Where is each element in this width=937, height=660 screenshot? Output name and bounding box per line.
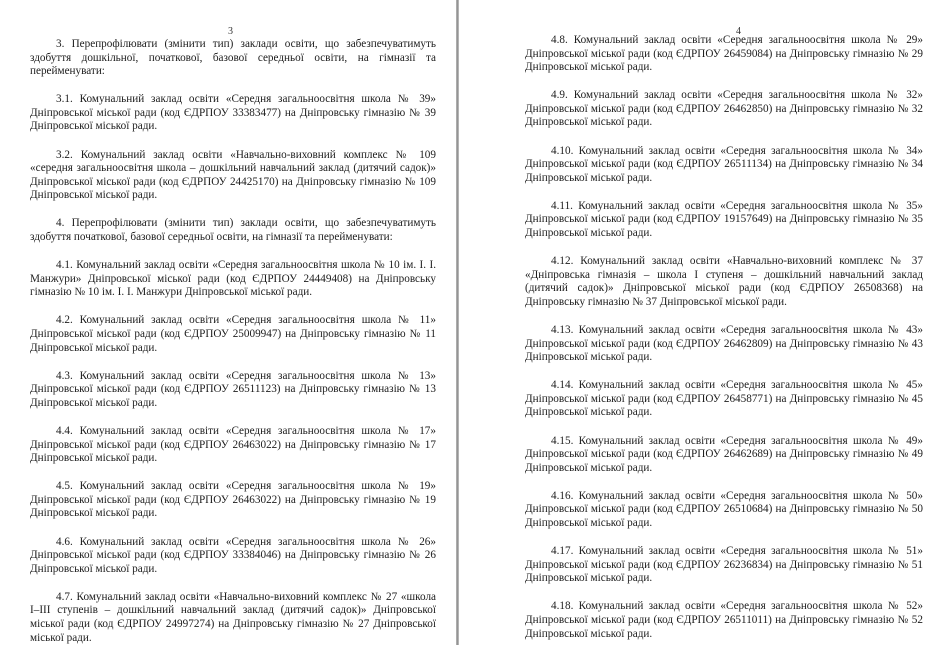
paragraph: 4.14. Комунальний заклад освіти «Середня загальноосвітня школа № 45» Дніпровської міської ради (код ЄДРПОУ 26458771) на Дніпровську гімназію № 45 Дніпровської міської ради. — [525, 379, 923, 419]
right-page-text — [525, 34, 923, 656]
paragraph: 4.11. Комунальний заклад освіти «Середня загальноосвітня школа № 35» Дніпровської міської ради (код ЄДРПОУ 19157649) на Дніпровську гімназію № 35 Дніпровської міської ради. — [525, 199, 923, 240]
paragraph: 3.1. Комунальний заклад освіти «Середня загальноосвітня школа № 39» Дніпровської міської ради (код ЄДРПОУ 33383477) на Дніпровську гімназію № 39 Дніпровської міської ради. — [30, 93, 436, 133]
paragraph: 4.18. Комунальний заклад освіти «Середня загальноосвітня школа № 52» Дніпровської міської ради (код ЄДРПОУ 26511011) на Дніпровську гімназію № 52 Дніпровської міської ради. — [525, 600, 923, 640]
right-page — [459, 0, 937, 645]
paragraph: 4.7. Комунальний заклад освіти «Навчально-виховний комплекс № 27 «школа І–ІІІ ступенів – дошкільний навчальний заклад (дитячий садок)» Дніпровської міської ради (код ЄДРПОУ 24997274) на Дніпровську гімназію № 27 Дніпровської міської ради. — [30, 590, 436, 644]
paragraph: 4.10. Комунальний заклад освіти «Середня загальноосвітня школа № 34» Дніпровської міської ради (код ЄДРПОУ 26511134) на Дніпровську гімназію № 34 Дніпровської міської ради. — [525, 144, 923, 184]
paragraph: 4.17. Комунальний заклад освіти «Середня загальноосвітня школа № 51» Дніпровської міської ради (код ЄДРПОУ 26236834) на Дніпровську гімназію № 51 Дніпровської міської ради. — [525, 545, 923, 585]
paragraph: 4.3. Комунальний заклад освіти «Середня загальноосвітня школа № 13» Дніпровської міської ради (код ЄДРПОУ 26511123) на Дніпровську гімназію № 13 Дніпровської міської ради. — [30, 369, 436, 409]
paragraph: 4.5. Комунальний заклад освіти «Середня загальноосвітня школа № 19» Дніпровської міської ради (код ЄДРПОУ 26463022) на Дніпровську гімназію № 19 Дніпровської міської ради. — [30, 480, 436, 520]
paragraph: 4.13. Комунальний заклад освіти «Середня загальноосвітня школа № 43» Дніпровської міської ради (код ЄДРПОУ 26462809) на Дніпровську гімназію № 43 Дніпровської міської ради. — [525, 324, 923, 364]
paragraph: 4.16. Комунальний заклад освіти «Середня загальноосвітня школа № 50» Дніпровської міської ради (код ЄДРПОУ 26510684) на Дніпровську гімназію № 50 Дніпровської міської ради. — [525, 489, 923, 530]
paragraph: 4.12. Комунальний заклад освіти «Навчально-виховний комплекс № 37 «Дніпровська гімназія – школа І ступеня – дошкільний навчальний заклад (дитячий садок)» Дніпровської міської ради (код ЄДРПОУ 26508368) на Дніпровську гімназію № 37 Дніпровської міської ради. — [525, 255, 923, 308]
paragraph: 4.4. Комунальний заклад освіти «Середня загальноосвітня школа № 17» Дніпровської міської ради (код ЄДРПОУ 26463022) на Дніпровську гімназію № 17 Дніпровської міської ради. — [30, 424, 436, 465]
left-page-text — [30, 38, 436, 660]
paragraph: 3.2. Комунальний заклад освіти «Навчально-виховний комплекс № 109 «середня загальноосвітня школа – дошкільний навчальний заклад (дитячий садок)» Дніпровської міської ради (код ЄДРПОУ 24425170) на Дніпровську гімназію № 109 Дніпровської міської ради. — [30, 148, 436, 202]
page-number: 4 — [736, 26, 741, 37]
page-number: 3 — [228, 26, 233, 37]
paragraph: 4.1. Комунальний заклад освіти «Середня загальноосвітня школа № 10 ім. І. І. Манжури» Дніпровської міської ради (код ЄДРПОУ 24449408) на Дніпровську гімназію № 10 ім. І. І. Манжури Дніпровської міської ради. — [30, 259, 436, 299]
paragraph: 4.9. Комунальний заклад освіти «Середня загальноосвітня школа № 32» Дніпровської міської ради (код ЄДРПОУ 26462850) на Дніпровську гімназію № 32 Дніпровської міської ради. — [525, 89, 923, 129]
paragraph: 4.2. Комунальний заклад освіти «Середня загальноосвітня школа № 11» Дніпровської міської ради (код ЄДРПОУ 25009947) на Дніпровську гімназію № 11 Дніпровської міської ради. — [30, 314, 436, 354]
paragraph: 4. Перепрофілювати (змінити тип) заклади освіти, що забезпечуватимуть здобуття початкової, базової середньої освіти, на гімназії та перейменувати: — [30, 217, 436, 244]
left-page — [0, 0, 456, 645]
paragraph: 4.6. Комунальний заклад освіти «Середня загальноосвітня школа № 26» Дніпровської міської ради (код ЄДРПОУ 33384046) на Дніпровську гімназію № 26 Дніпровської міської ради. — [30, 535, 436, 575]
paragraph: 3. Перепрофілювати (змінити тип) заклади освіти, що забезпечуватимуть здобуття дошкільної, початкової, базової середньої освіти, на гімназії та перейменувати: — [30, 38, 436, 78]
paragraph: 4.15. Комунальний заклад освіти «Середня загальноосвітня школа № 49» Дніпровської міської ради (код ЄДРПОУ 26462689) на Дніпровську гімназію № 49 Дніпровської міської ради. — [525, 434, 923, 474]
paragraph: 4.8. Комунальний заклад освіти «Середня загальноосвітня школа № 29» Дніпровської міської ради (код ЄДРПОУ 26459084) на Дніпровську гімназію № 29 Дніпровської міської ради. — [525, 34, 923, 74]
